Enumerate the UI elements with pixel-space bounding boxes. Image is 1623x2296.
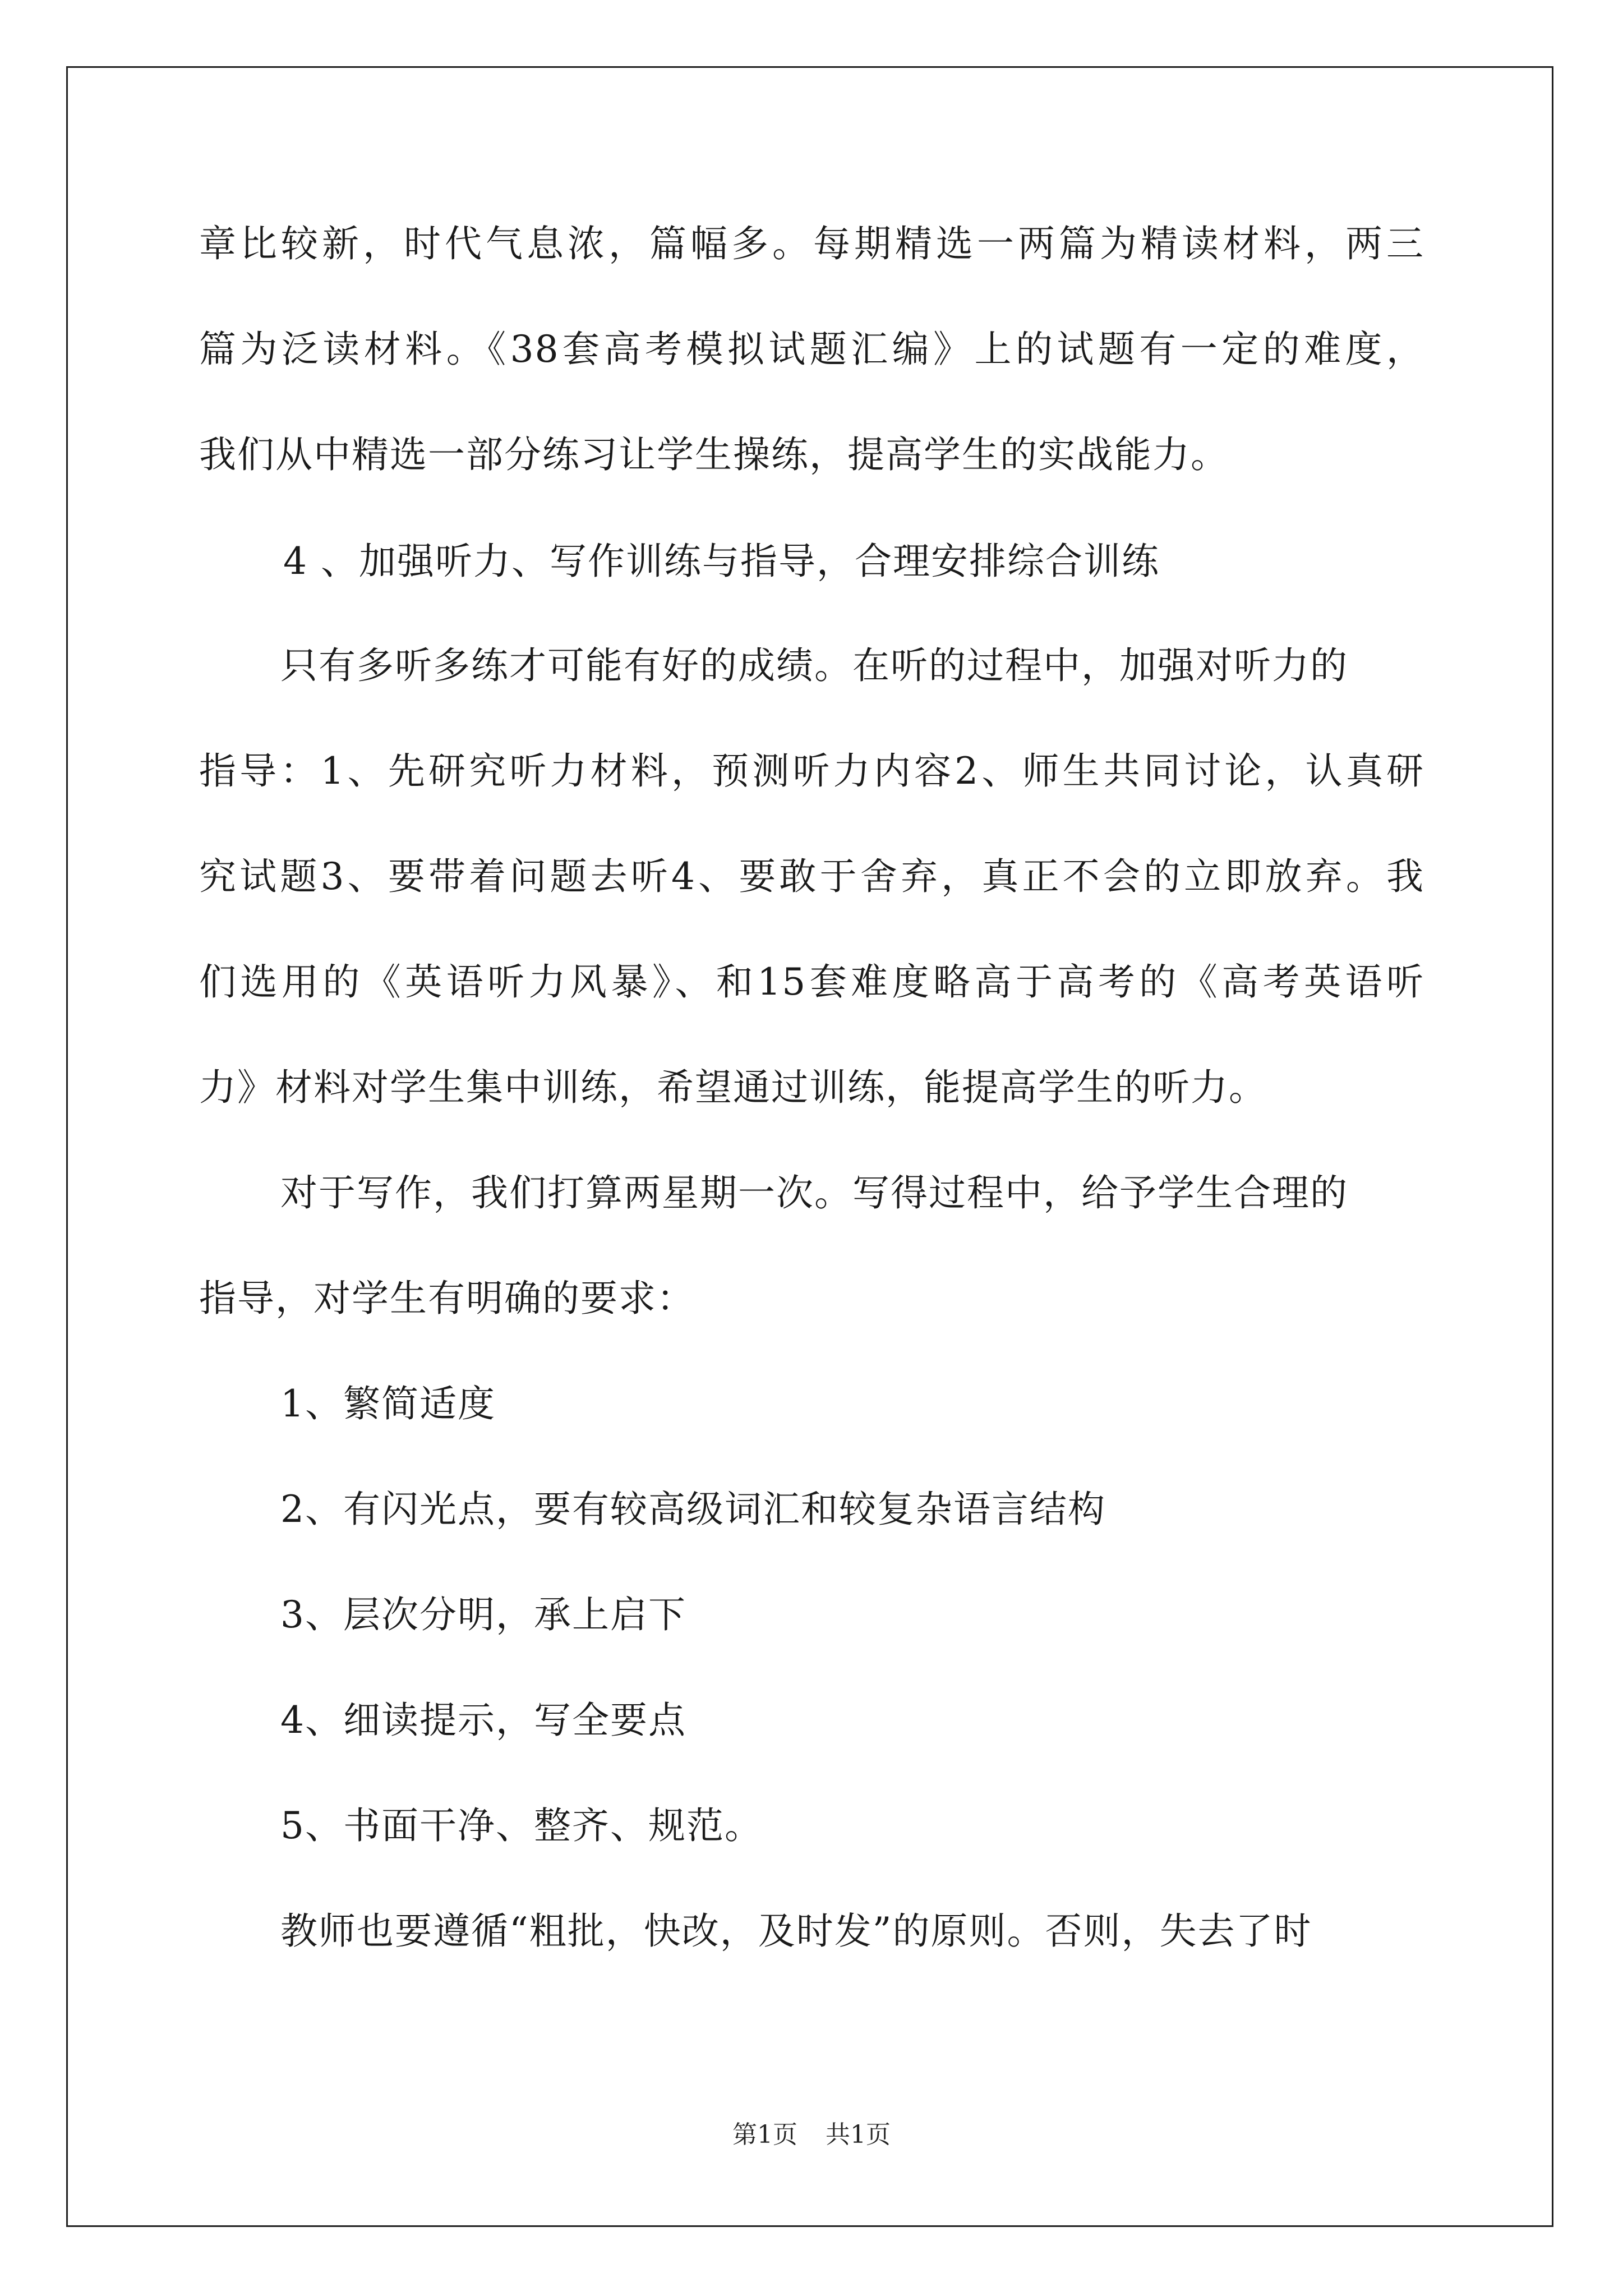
paragraph-line-1: 章比较新，时代气息浓，篇幅多。每期精选一两篇为精读材料，两三 — [199, 222, 1424, 265]
page-number-total: 共1页 — [826, 2120, 891, 2149]
list-item-4: 4、细读提示，写全要点 — [280, 1699, 686, 1742]
paragraph-line-11: 指导，对学生有明确的要求： — [199, 1277, 695, 1320]
paragraph-line-6: 指导：1、先研究听力材料，预测听力内容2、师生共同讨论，认真研 — [199, 749, 1424, 793]
page-footer — [0, 2119, 1623, 2151]
paragraph-line-3: 我们从中精选一部分练习让学生操练，提高学生的实战能力。 — [199, 433, 1229, 476]
list-item-1: 1、繁简适度 — [280, 1382, 496, 1425]
list-item-2: 2、有闪光点，要有较高级词汇和较复杂语言结构 — [280, 1488, 1106, 1531]
paragraph-line-10: 对于写作，我们打算两星期一次。写得过程中，给予学生合理的 — [280, 1171, 1348, 1214]
paragraph-line-17: 教师也要遵循“粗批，快改，及时发”的原则。否则，失去了时 — [280, 1910, 1312, 1953]
paragraph-line-7: 究试题3、要带着问题去听4、要敢于舍弃，真正不会的立即放弃。我 — [199, 855, 1424, 898]
list-item-3: 3、层次分明，承上启下 — [280, 1593, 686, 1636]
paragraph-line-2: 篇为泛读材料。《38套高考模拟试题汇编》上的试题有一定的难度， — [199, 328, 1424, 371]
page-number-current: 第1页 — [732, 2120, 797, 2149]
paragraph-line-5: 只有多听多练才可能有好的成绩。在听的过程中，加强对听力的 — [280, 644, 1348, 687]
section-heading: 4 、加强听力、写作训练与指导，合理安排综合训练 — [283, 540, 1160, 583]
list-item-5: 5、书面干净、整齐、规范。 — [280, 1804, 763, 1847]
paragraph-line-9: 力》材料对学生集中训练，希望通过训练，能提高学生的听力。 — [199, 1066, 1267, 1109]
page-border — [66, 66, 1553, 2227]
paragraph-line-8: 们选用的《英语听力风暴》、和15套难度略高于高考的《高考英语听 — [199, 960, 1424, 1004]
